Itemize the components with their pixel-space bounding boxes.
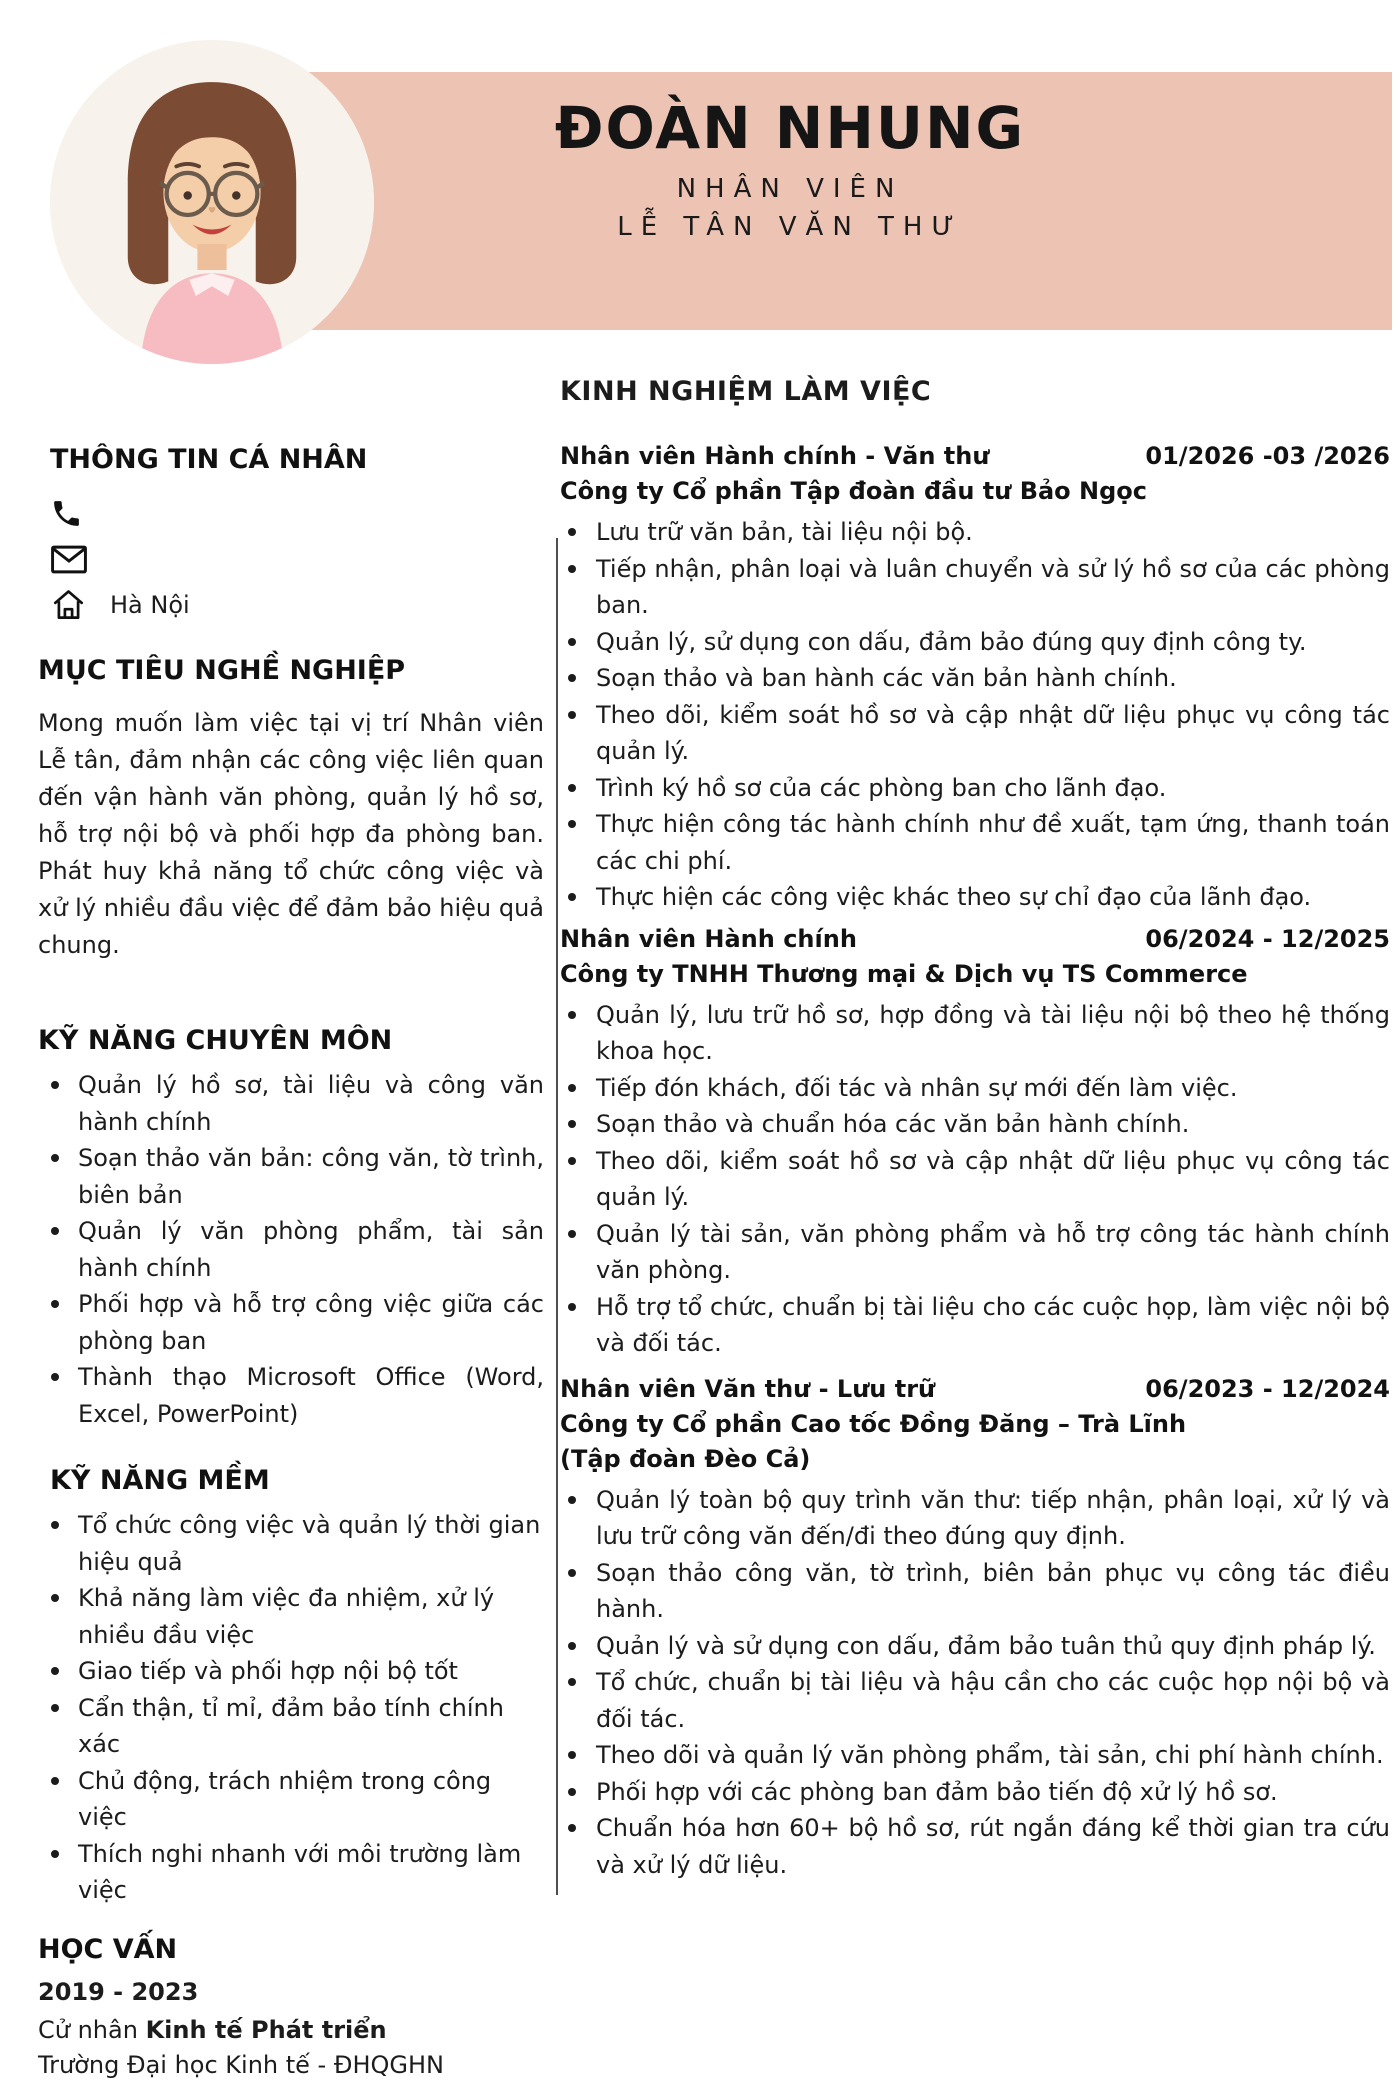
job-bullet: Tiếp nhận, phân loại và luân chuyển và sử lý hồ sơ của các phòng ban. [560, 551, 1390, 624]
objective-heading: MỤC TIÊU NGHỀ NGHIỆP [38, 655, 406, 686]
job-bullet: Theo dõi, kiểm soát hồ sơ và cập nhật dữ liệu phục vụ công tác quản lý. [560, 1143, 1390, 1216]
candidate-title-line2: LỄ TÂN VĂN THƯ [617, 212, 963, 242]
job-bullet: Tổ chức, chuẩn bị tài liệu và hậu cần cho các cuộc họp nội bộ và đối tác. [560, 1664, 1390, 1737]
job-bullet: Chuẩn hóa hơn 60+ bộ hồ sơ, rút ngắn đáng kể thời gian tra cứu và xử lý dữ liệu. [560, 1810, 1390, 1883]
job-bullets [560, 997, 1390, 1362]
job-bullet: Theo dõi và quản lý văn phòng phẩm, tài sản, chi phí hành chính. [560, 1737, 1390, 1774]
education-heading: HỌC VẤN [38, 1933, 178, 1965]
degree-name: Kinh tế Phát triển [145, 2015, 387, 2044]
skill-item: Giao tiếp và phối hợp nội bộ tốt [38, 1653, 544, 1690]
skill-item: Quản lý văn phòng phẩm, tài sản hành chính [38, 1213, 544, 1286]
job-entry-2 [560, 922, 1390, 1362]
skill-item: Chủ động, trách nhiệm trong công việc [38, 1763, 544, 1836]
job-bullet: Quản lý, sử dụng con dấu, đảm bảo đúng quy định công ty. [560, 624, 1390, 661]
experience-heading: KINH NGHIỆM LÀM VIỆC [560, 376, 932, 407]
job-bullet: Phối hợp với các phòng ban đảm bảo tiến độ xử lý hồ sơ. [560, 1774, 1390, 1811]
degree-prefix: Cử nhân [38, 2015, 146, 2044]
soft-skills-list [38, 1507, 544, 1909]
job-title: Nhân viên Văn thư - Lưu trữ [560, 1374, 936, 1403]
skill-item: Khả năng làm việc đa nhiệm, xử lý nhiều đầu việc [38, 1580, 544, 1653]
skill-item: Soạn thảo văn bản: công văn, tờ trình, biên bản [38, 1140, 544, 1213]
job-bullets [560, 1482, 1390, 1884]
job-company: Công ty TNHH Thương mại & Dịch vụ TS Commerce [560, 959, 1248, 988]
soft-skills-heading: KỸ NĂNG MỀM [50, 1465, 270, 1496]
job-head [560, 922, 1390, 957]
job-bullet: Quản lý toàn bộ quy trình văn thư: tiếp nhận, phân loại, xử lý và lưu trữ công văn đến/đi theo đúng quy định. [560, 1482, 1390, 1555]
contact-row-email [38, 536, 544, 582]
skill-item: Cẩn thận, tỉ mỉ, đảm bảo tính chính xác [38, 1690, 544, 1763]
candidate-name: ĐOÀN NHUNG [554, 94, 1026, 162]
job-company: Công ty Cổ phần Tập đoàn đầu tư Bảo Ngọc [560, 477, 1148, 505]
mail-icon [50, 544, 90, 575]
skill-item: Tổ chức công việc và quản lý thời gian hiệu quả [38, 1507, 544, 1580]
job-period: 06/2024 - 12/2025 [1145, 924, 1390, 953]
job-entry-1 [560, 439, 1390, 916]
skill-item: Thành thạo Microsoft Office (Word, Excel, PowerPoint) [38, 1359, 544, 1432]
job-bullet: Lưu trữ văn bản, tài liệu nội bộ. [560, 514, 1390, 551]
profile-photo [50, 40, 374, 364]
job-bullet: Tiếp đón khách, đối tác và nhân sự mới đến làm việc. [560, 1070, 1390, 1107]
experience-section [560, 376, 1390, 1883]
skill-item: Phối hợp và hỗ trợ công việc giữa các phòng ban [38, 1286, 544, 1359]
personal-info-heading: THÔNG TIN CÁ NHÂN [50, 444, 368, 475]
job-bullet: Quản lý, lưu trữ hồ sơ, hợp đồng và tài liệu nội bộ theo hệ thống khoa học. [560, 997, 1390, 1070]
job-bullet: Quản lý và sử dụng con dấu, đảm bảo tuân thủ quy định pháp lý. [560, 1628, 1390, 1665]
header [380, 96, 1200, 242]
professional-skills-list [38, 1067, 544, 1432]
avatar-illustration [50, 40, 374, 364]
sidebar [38, 443, 544, 2083]
job-head [560, 1372, 1390, 1407]
contact-list [38, 490, 544, 628]
contact-row-phone [38, 490, 544, 536]
job-bullet: Trình ký hồ sơ của các phòng ban cho lãnh đạo. [560, 770, 1390, 807]
home-icon [50, 587, 90, 623]
candidate-title-line1: NHÂN VIÊN [676, 174, 904, 204]
job-company: Công ty Cổ phần Cao tốc Đồng Đăng – Trà Lĩnh [560, 1409, 1187, 1438]
education-degree [38, 2013, 544, 2048]
education-period: 2019 - 2023 [38, 1977, 199, 2006]
job-bullet: Quản lý tài sản, văn phòng phẩm và hỗ trợ công tác hành chính văn phòng. [560, 1216, 1390, 1289]
job-title: Nhân viên Hành chính - Văn thư [560, 442, 990, 470]
job-bullet: Soạn thảo và chuẩn hóa các văn bản hành chính. [560, 1106, 1390, 1143]
address-value: Hà Nội [110, 591, 190, 619]
skill-item: Quản lý hồ sơ, tài liệu và công văn hành chính [38, 1067, 544, 1140]
job-bullet: Hỗ trợ tổ chức, chuẩn bị tài liệu cho các cuộc họp, làm việc nội bộ và đối tác. [560, 1289, 1390, 1362]
job-period: 06/2023 - 12/2024 [1145, 1374, 1390, 1403]
column-divider-line [556, 538, 558, 1895]
skill-item: Thích nghi nhanh với môi trường làm việc [38, 1836, 544, 1909]
objective-text: Mong muốn làm việc tại vị trí Nhân viên Lễ tân, đảm nhận các công việc liên quan đến vận hành văn phòng, quản lý hồ sơ, hỗ trợ nội bộ và phối hợp đa phòng ban. Phát huy khả năng tổ chức công việc và xử lý nhiều đầu việc để đảm bảo hiệu quả chung. [38, 709, 544, 959]
job-title: Nhân viên Hành chính [560, 924, 857, 953]
job-entry-3 [560, 1372, 1390, 1884]
phone-icon [50, 497, 90, 530]
professional-skills-heading: KỸ NĂNG CHUYÊN MÔN [38, 1025, 393, 1056]
job-bullet: Thực hiện các công việc khác theo sự chỉ đạo của lãnh đạo. [560, 879, 1390, 916]
job-period: 01/2026 -03 /2026 [1145, 442, 1390, 470]
job-bullets [560, 514, 1390, 916]
job-bullet: Soạn thảo công văn, tờ trình, biên bản phục vụ công tác điều hành. [560, 1555, 1390, 1628]
job-head [560, 439, 1390, 474]
job-company-line2: (Tập đoàn Đèo Cả) [560, 1444, 811, 1473]
education-school: Trường Đại học Kinh tế - ĐHQGHN [38, 2050, 444, 2079]
job-bullet: Soạn thảo và ban hành các văn bản hành chính. [560, 660, 1390, 697]
contact-row-address [38, 582, 544, 628]
job-bullet: Thực hiện công tác hành chính như đề xuất, tạm ứng, thanh toán các chi phí. [560, 806, 1390, 879]
job-bullet: Theo dõi, kiểm soát hồ sơ và cập nhật dữ liệu phục vụ công tác quản lý. [560, 697, 1390, 770]
